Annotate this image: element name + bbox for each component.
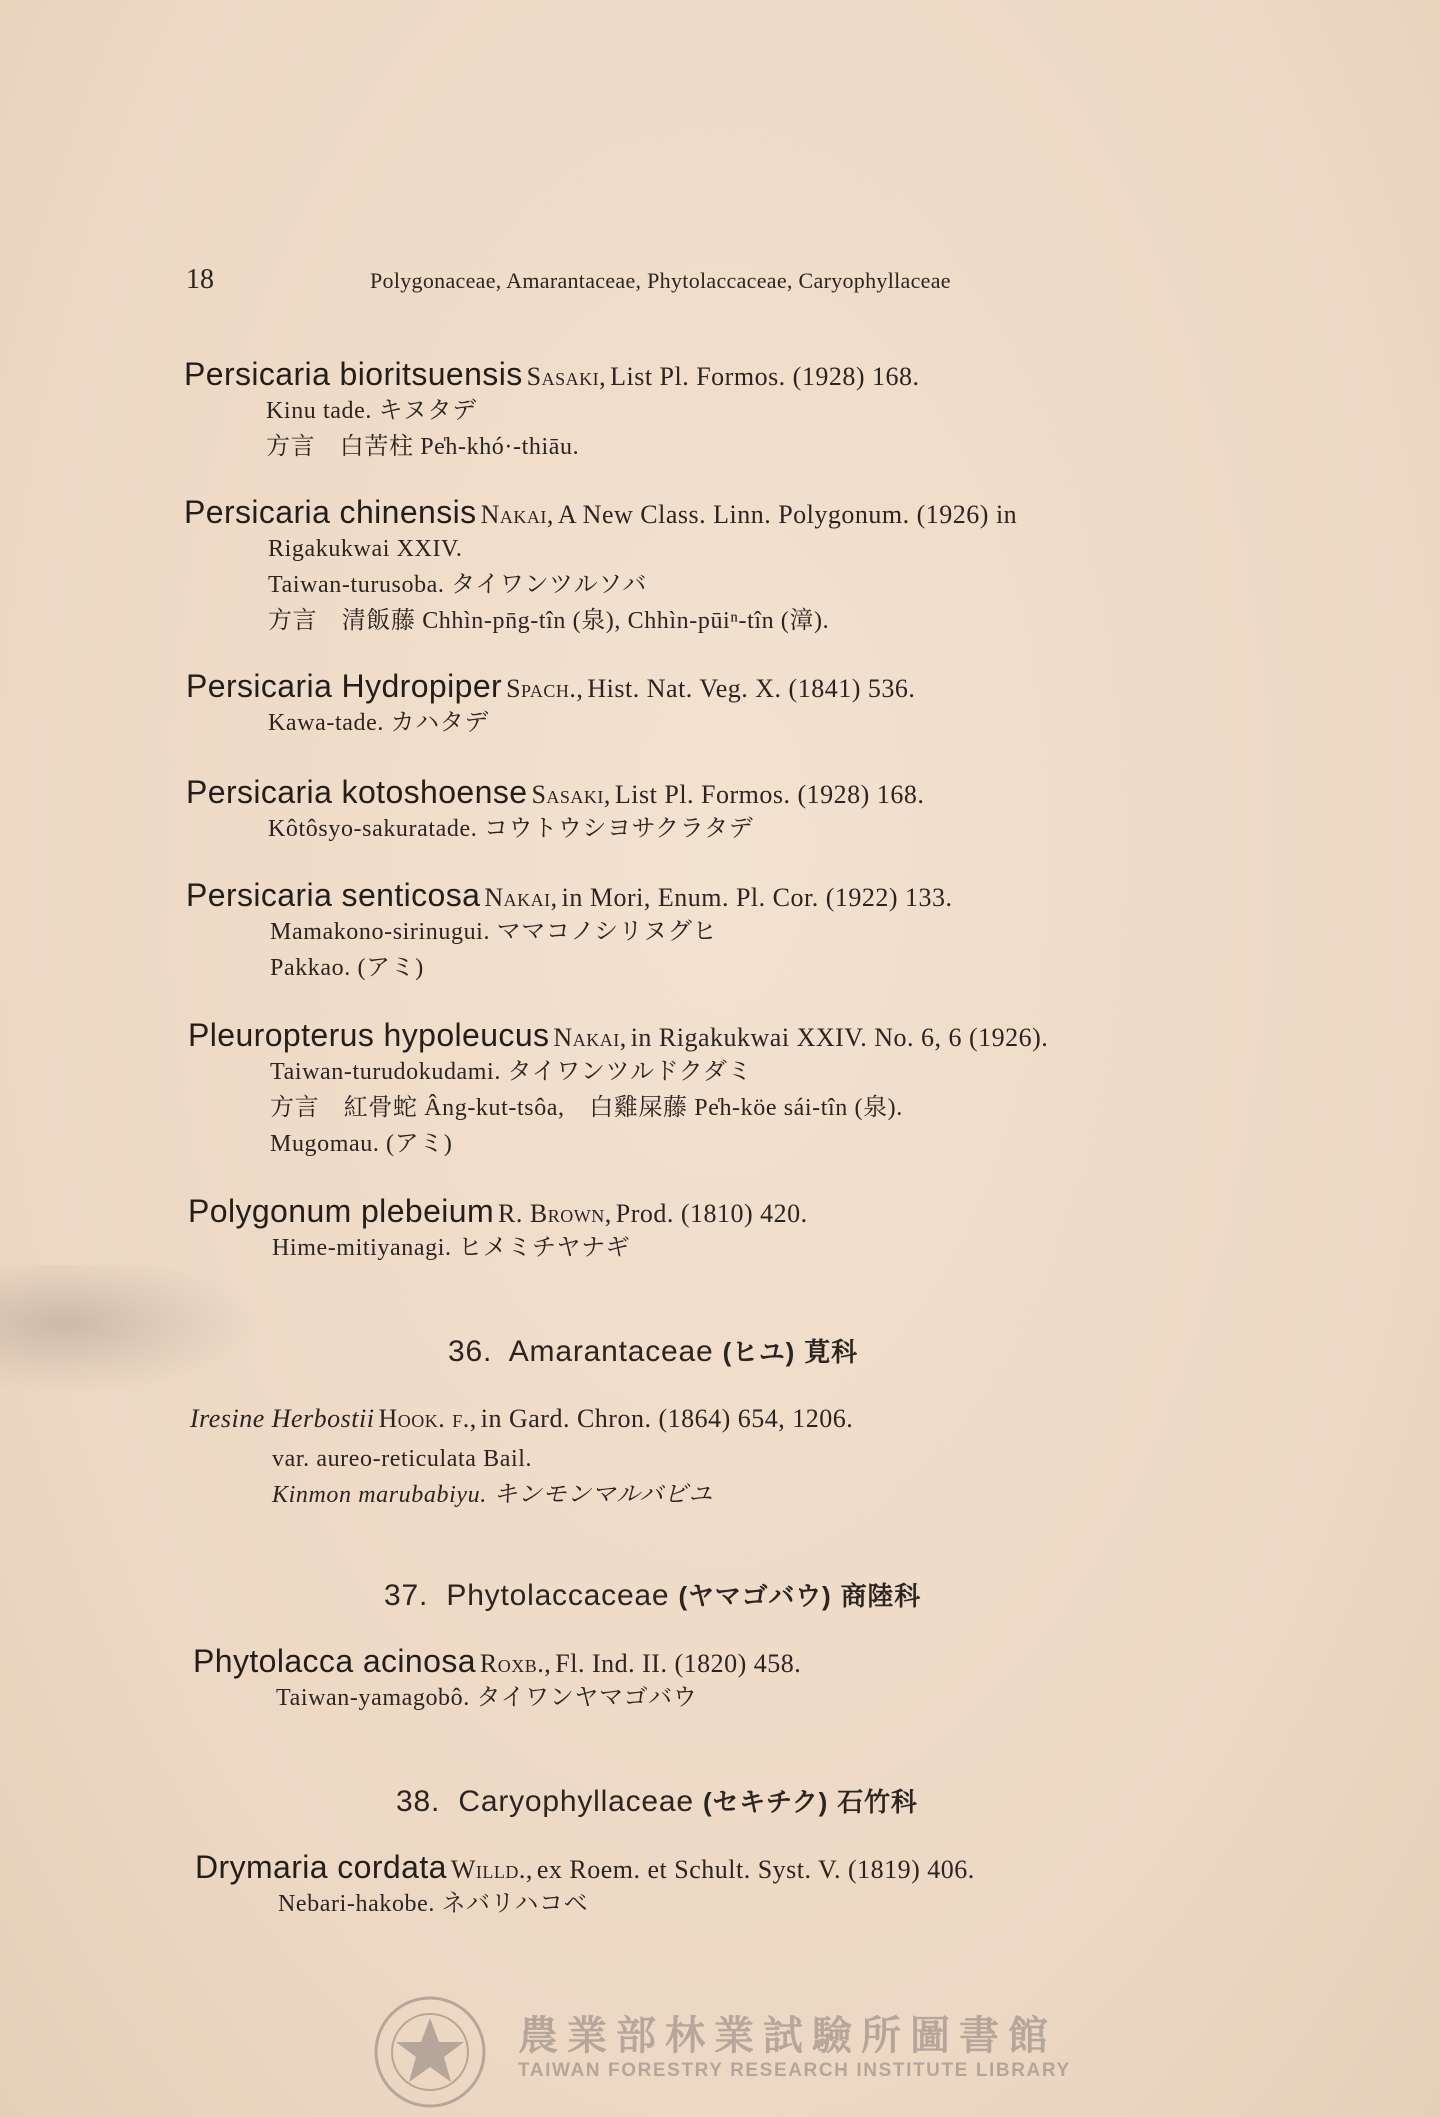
family-heading: [396, 1782, 918, 1819]
library-watermark: [370, 1990, 1090, 2110]
family-name: Amarantaceae: [508, 1335, 714, 1368]
species-name: Persicaria chinensis: [184, 494, 477, 530]
watermark-chinese: 農業部林業試驗所圖書館: [518, 2013, 1057, 2059]
entry-line: Mugomau. (アミ): [270, 1131, 453, 1157]
family-name: Caryophyllaceae: [458, 1785, 694, 1818]
family-kana: (セキチク): [703, 1787, 829, 1817]
species-name: Polygonum plebeium: [188, 1193, 495, 1229]
entry-line: Hime-mitiyanagi. ヒメミチヤナギ: [272, 1235, 631, 1261]
species-authority: Roxb.,: [479, 1649, 552, 1678]
entry-line: Taiwan-yamagobô. タイワンヤマゴバウ: [276, 1685, 698, 1711]
species-citation: ex Roem. et Schult. Syst. V. (1819) 406.: [536, 1855, 975, 1884]
species-citation: in Rigakukwai XXIV. No. 6, 6 (1926).: [630, 1023, 1049, 1052]
species-authority: R. Brown,: [498, 1199, 612, 1228]
species-citation: A New Class. Linn. Polygonum. (1926) in: [557, 500, 1018, 529]
dialect-line: 方言 紅骨蛇 Âng-kut-tsôa, 白雞屎藤 Pe̍h-köe sái-tîn (泉).: [270, 1095, 903, 1121]
species-authority: Sasaki,: [531, 780, 611, 809]
family-kanji: 商陸科: [840, 1581, 922, 1611]
running-title: Polygonaceae, Amarantaceae, Phytolaccaceae, Caryophyllaceae: [370, 268, 951, 293]
family-number: 37.: [384, 1579, 429, 1612]
species-name: Persicaria senticosa: [186, 877, 481, 913]
watermark-english: TAIWAN FORESTRY RESEARCH INSTITUTE LIBRARY: [518, 2060, 1071, 2081]
species-authority: Spach.,: [506, 674, 584, 703]
family-heading: [384, 1576, 921, 1613]
family-kana: (ヤマゴバウ): [678, 1581, 832, 1611]
species-name: Pleuropterus hypoleucus: [188, 1017, 550, 1053]
entry-line: Kinmon marubabiyu. キンモンマルバビユ: [272, 1482, 713, 1508]
species-citation: Prod. (1810) 420.: [615, 1199, 808, 1228]
species-citation: Hist. Nat. Veg. X. (1841) 536.: [587, 674, 916, 703]
family-heading: [448, 1332, 858, 1369]
family-number: 36.: [448, 1335, 493, 1368]
entry-line: Taiwan-turusoba. タイワンツルソバ: [268, 572, 647, 598]
species-authority: Hook. f.,: [378, 1404, 477, 1433]
library-seal-icon: [370, 1990, 490, 2110]
species-authority: Willd.,: [450, 1855, 533, 1884]
species-name: Phytolacca acinosa: [193, 1643, 476, 1679]
species-authority: Nakai,: [480, 500, 554, 529]
variety-line: var. aureo-reticulata Bail.: [272, 1446, 533, 1472]
page-number: 18: [186, 264, 214, 295]
family-kanji: 莧科: [804, 1337, 858, 1367]
entry-line: Kôtôsyo-sakuratade. コウトウシヨサクラタデ: [268, 816, 754, 842]
entry-line: Nebari-hakobe. ネバリハコベ: [278, 1891, 589, 1917]
entry-line: Taiwan-turudokudami. タイワンツルドクダミ: [270, 1059, 753, 1085]
scan-smudge: [0, 1265, 260, 1395]
family-kana: (ヒユ): [722, 1337, 796, 1367]
family-number: 38.: [396, 1785, 441, 1818]
entry-line: Mamakono-sirinugui. ママコノシリヌグヒ: [270, 919, 718, 945]
species-name: Iresine Herbostii: [190, 1404, 375, 1433]
entry-line: Pakkao. (アミ): [270, 955, 424, 981]
species-citation: in Gard. Chron. (1864) 654, 1206.: [480, 1404, 854, 1433]
species-citation: List Pl. Formos. (1928) 168.: [610, 362, 920, 391]
entry-line: Kawa-tade. カハタデ: [268, 710, 489, 736]
entry-line: Rigakukwai XXIV.: [268, 536, 463, 562]
species-name: Persicaria bioritsuensis: [184, 356, 523, 392]
dialect-line: 方言 清飯藤 Chhìn-pn̄g-tîn (泉), Chhìn-pūiⁿ-tîn (漳).: [268, 608, 830, 634]
family-name: Phytolaccaceae: [446, 1579, 670, 1612]
entry-line: Kinu tade. キヌタデ: [266, 398, 477, 424]
species-citation: List Pl. Formos. (1928) 168.: [614, 780, 925, 809]
species-authority: Nakai,: [553, 1023, 627, 1052]
family-kanji: 石竹科: [837, 1787, 918, 1817]
species-authority: Nakai,: [484, 883, 558, 912]
species-name: Persicaria kotoshoense: [186, 774, 528, 810]
dialect-line: 方言 白苦柱 Pe̍h-khó·-thiāu.: [266, 434, 580, 460]
species-name: Persicaria Hydropiper: [186, 668, 503, 704]
species-citation: in Mori, Enum. Pl. Cor. (1922) 133.: [561, 883, 953, 912]
species-name: Drymaria cordata: [195, 1849, 447, 1885]
species-citation: Fl. Ind. II. (1820) 458.: [555, 1649, 802, 1678]
species-authority: Sasaki,: [526, 362, 607, 391]
